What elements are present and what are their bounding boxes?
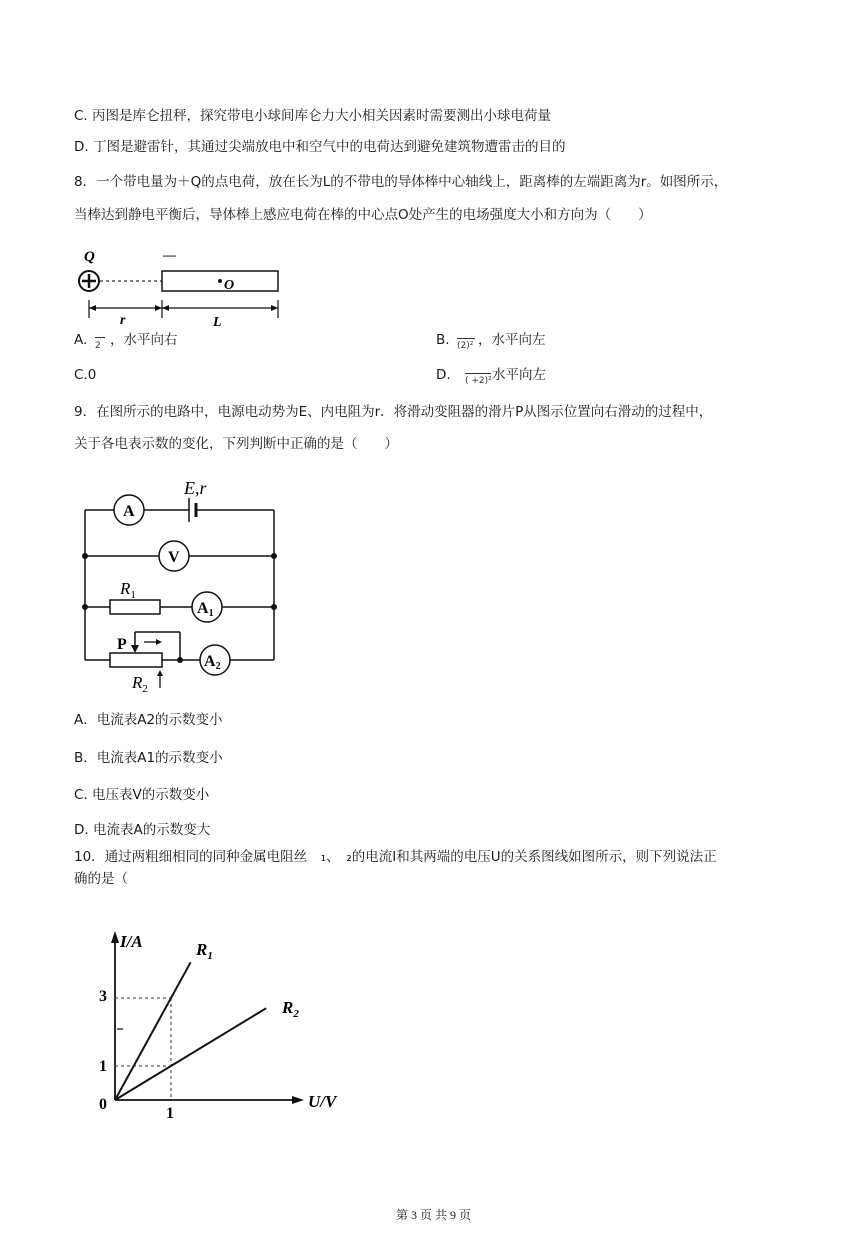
q8-option-d-fraction-bar — [465, 373, 491, 374]
q9-source-label: E,r — [184, 478, 207, 498]
q8-arrow-l-left — [162, 305, 169, 311]
q9-option-a: A．电流表A2的示数变小 — [74, 712, 223, 728]
q9-option-b: B．电流表A1的示数变小 — [74, 750, 223, 766]
page-footer: 第 3 页 共 9 页 — [395, 1208, 471, 1222]
q9-line2: 关于各电表示数的变化，下列判断中正确的是（ ） — [74, 436, 398, 452]
q9-p-label: P — [117, 636, 127, 653]
q9-line1: 9．在图所示的电路中，电源电动势为E、内电阻为r．将滑动变阻器的滑片P从图示位置向右滑动的过程中， — [74, 404, 713, 420]
q8-arrow-r-left — [89, 305, 96, 311]
q10-y-axis-label: I/A — [120, 932, 143, 951]
q8-label-o: O — [224, 278, 235, 293]
q10-y-axis-arrow — [111, 931, 119, 943]
q9-voltmeter-label: V — [168, 549, 180, 566]
q10-line1: 10．通过两粗细相同的同种金属电阻丝 ₁、 ₂的电流I和其两端的电压U的关系图线如图所示，则下列说法正 — [74, 849, 717, 865]
q8-option-a-fraction: 2 — [95, 341, 101, 351]
q8-point-o — [218, 279, 222, 283]
q8-label-q: Q — [84, 249, 95, 265]
q8-option-d-prefix: D. — [436, 367, 451, 383]
q10-tick-y3: 3 — [99, 988, 107, 1005]
q9-slider-pointer — [131, 645, 139, 653]
q8-arrow-r-right — [155, 305, 162, 311]
q10-r2-label: $R_2$ — [282, 998, 299, 1020]
option-d-text: D. 丁图是避雷针，其通过尖端放电中和空气中的电荷达到避免建筑物遭雷击的目的 — [74, 139, 566, 155]
q8-arrow-l-right — [271, 305, 278, 311]
q9-ammeter-a2-label: A2 — [204, 653, 221, 672]
q8-option-a-text: ，水平向右 — [110, 332, 178, 348]
q9-slide-arrow-head — [156, 639, 162, 645]
q9-r1-label: $R_1$ — [120, 579, 136, 601]
q8-option-b-text: ，水平向左 — [478, 332, 546, 348]
q10-r1-label: $R_1$ — [196, 940, 213, 962]
q10-line2: 确的是（ — [74, 871, 128, 887]
q9-circuit-figure — [72, 472, 287, 697]
q9-option-d: D. 电流表A的示数变大 — [74, 822, 211, 838]
q8-line2: 当棒达到静电平衡后，导体棒上感应电荷在棒的中心点O处产生的电场强度大小和方向为（ ） — [74, 207, 652, 223]
q8-option-b-fraction: (2)² — [457, 341, 474, 351]
q9-resistor-r2 — [110, 653, 162, 667]
q10-tick-x1: 1 — [166, 1105, 174, 1122]
q9-ammeter-a-label: A — [123, 503, 135, 520]
option-c-text: C. 丙图是库仑扭秤，探究带电小球间库仑力大小相关因素时需要测出小球电荷量 — [74, 108, 552, 124]
q8-figure — [70, 244, 290, 332]
q10-iv-chart — [90, 925, 360, 1125]
q10-x-axis-arrow — [292, 1096, 304, 1104]
q8-label-r: r — [120, 313, 126, 328]
q8-label-minus: — — [163, 247, 176, 262]
q8-option-a-fraction-bar — [95, 337, 105, 338]
q10-x-axis-label: U/V — [308, 1092, 337, 1111]
q8-option-a-prefix: A. — [74, 332, 88, 348]
q9-option-c: C. 电压表V的示数变小 — [74, 787, 210, 803]
q10-tick-y1: 1 — [99, 1058, 107, 1075]
q10-series-r2 — [115, 1008, 266, 1100]
q8-option-d-fraction: ( +2)² — [465, 376, 492, 386]
q8-line1: 8．一个带电量为＋Q的点电荷，放在长为L的不带电的导体棒中心轴线上，距离棒的左端距离为r。如图所示， — [74, 174, 728, 190]
q8-label-l: L — [213, 315, 222, 330]
q8-option-c: C.0 — [74, 367, 97, 383]
q8-option-b-prefix: B. — [436, 332, 450, 348]
q9-resistor-r1 — [110, 600, 160, 614]
q9-ammeter-a1-label: A1 — [197, 600, 214, 619]
q9-r2-arrow-head — [157, 670, 163, 676]
q8-option-a — [74, 330, 87, 350]
q10-origin-label: 0 — [99, 1096, 107, 1113]
q8-option-d-text: 水平向左 — [492, 367, 546, 383]
q10-series-r1 — [115, 962, 191, 1100]
q8-option-b-fraction-bar — [457, 338, 475, 339]
q9-r2-label: $R_2$ — [132, 673, 148, 695]
